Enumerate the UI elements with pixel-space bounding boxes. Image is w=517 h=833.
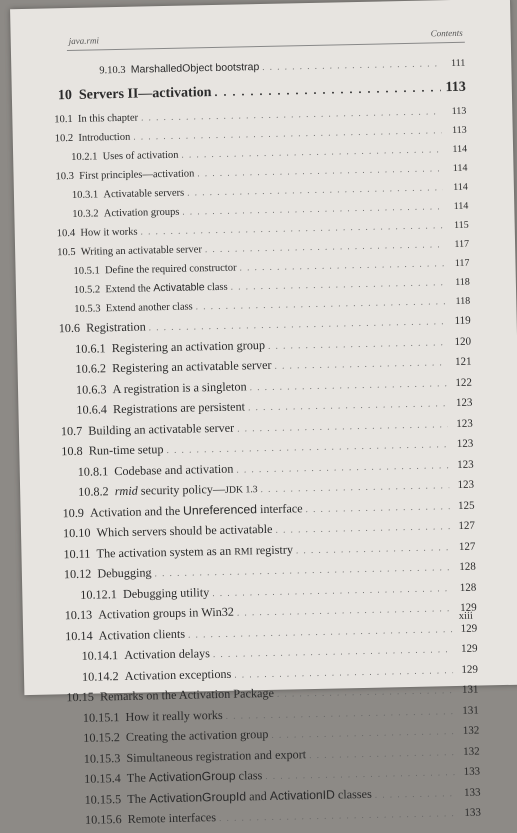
leader-dots [275, 517, 450, 540]
leader-dots [268, 333, 446, 356]
toc-entry-text: Define the required constructor [104, 262, 237, 277]
toc-entry-number: 10.6 [58, 320, 81, 336]
toc-entry-title [82, 664, 232, 687]
toc-entry-page: 119 [454, 314, 471, 327]
toc-entry-number: 10.10 [62, 525, 91, 541]
leader-dots [375, 784, 456, 805]
toc-entry-page: 132 [462, 724, 480, 737]
toc-entry-number: 10.4 [56, 227, 76, 240]
toc-entry-text: MarshalledObject bootstrap [130, 61, 260, 76]
toc-entry-title [72, 185, 185, 205]
toc-entry-text: A registration is a singleton [112, 378, 247, 396]
toc-entry-number: 10.15.5 [84, 791, 122, 807]
leader-dots [309, 743, 455, 766]
toc-entry-code: ActivationGroupId [149, 788, 247, 805]
leader-dots [249, 374, 447, 398]
toc-entry-number: 10.3 [55, 170, 75, 183]
toc-entry-number: 10.5.3 [74, 303, 101, 315]
toc-entry-title [83, 725, 269, 748]
toc-entry-text: Uses of activation [102, 149, 179, 163]
toc-entry-page: 132 [463, 745, 480, 758]
toc-entry-text: Which servers should be activatable [96, 521, 273, 540]
running-header [67, 28, 465, 51]
toc-entry-title [83, 705, 223, 727]
toc-entry-title [72, 204, 179, 224]
toc-entry-text: Remarks on the Activation Package [99, 685, 275, 704]
toc-entry-text: Creating the activation group [125, 726, 269, 744]
toc-entry-page: 123 [455, 396, 473, 409]
toc-entry-text-after: interface [256, 500, 303, 516]
toc-entry-text: How it really works [125, 707, 223, 724]
toc-entry-number: 10.12.1 [80, 586, 118, 602]
toc-entry-number: 10.15.6 [84, 812, 122, 827]
leader-dots [296, 538, 451, 561]
toc-entry-page: 111 [450, 57, 466, 70]
toc-entry-title [58, 81, 212, 108]
toc-entry-text: The [126, 770, 149, 785]
toc-entry-page: 133 [464, 806, 482, 819]
leader-dots [219, 804, 456, 828]
toc-entry-text: Remote interfaces [127, 810, 217, 826]
toc-entry-text: Servers II—activation [78, 85, 212, 103]
toc-entry-number: 10.8.1 [77, 463, 109, 479]
toc-entry-title [65, 603, 235, 626]
toc-entry-page: 117 [454, 238, 470, 250]
toc-entry-page: 121 [454, 355, 472, 368]
toc-entry-number: 10.15.3 [83, 750, 121, 766]
toc-entry-title [54, 110, 138, 130]
toc-entry-text: Activatable servers [103, 187, 185, 201]
toc-entry-text: Writing an activatable server [80, 244, 203, 258]
toc-entry-text-after: and [245, 788, 270, 803]
toc-entry-title [57, 224, 138, 244]
toc-entry-code: ActivationID [269, 787, 335, 803]
toc-entry-page: 129 [460, 601, 477, 614]
toc-entry-text: Activation and the [89, 503, 184, 520]
toc-entry-text: Simultaneous registration and export [126, 746, 307, 765]
toc-entry-number: 10.6.4 [76, 402, 108, 417]
toc-entry-title [75, 335, 265, 358]
toc-entry-text: Activation groups in Win32 [98, 604, 235, 622]
toc-entry-title [75, 356, 271, 380]
book-page [10, 0, 517, 827]
toc-entry-title [71, 147, 179, 167]
toc-entry-title [84, 766, 262, 789]
toc-entry-number: 10.12 [63, 566, 92, 582]
toc-entry-code: Activatable [153, 281, 205, 295]
toc-entry-title [85, 808, 216, 830]
toc-entry-page: 113 [451, 105, 467, 118]
toc-entry-text: Registering an activatable server [112, 357, 272, 376]
toc-entry-title [55, 165, 194, 186]
toc-entry-smallcaps: RMI [234, 545, 253, 558]
toc-entry-page: 129 [461, 663, 479, 676]
toc-entry-number: 10.5.1 [73, 265, 100, 277]
toc-entry-title [65, 624, 185, 646]
page-number: xiii [458, 610, 473, 622]
toc-entry-page: 133 [463, 765, 481, 778]
toc-entry-title [61, 418, 235, 441]
toc-entry-number: 10.8 [61, 443, 83, 459]
toc-entry-number: 10.14.1 [81, 648, 119, 663]
leader-dots [214, 75, 441, 104]
toc-entry-page: 114 [453, 181, 468, 193]
toc-entry-page: 113 [445, 79, 466, 96]
leader-dots [271, 722, 454, 745]
table-of-contents [51, 54, 481, 832]
toc-entry-text: security policy— [137, 481, 226, 498]
toc-entry-page: 115 [453, 219, 469, 231]
toc-entry-text: The [127, 790, 150, 806]
toc-entry-text: Debugging utility [122, 584, 210, 601]
toc-entry-page: 125 [457, 499, 475, 512]
toc-entry-text: Registering an activation group [111, 337, 266, 355]
toc-entry-text: Activation exceptions [124, 666, 232, 683]
toc-entry-page: 131 [462, 704, 479, 717]
toc-entry-text: Activation groups [103, 206, 180, 220]
toc-entry-number: 10.13 [64, 607, 93, 623]
toc-entry-text-after: registry [252, 541, 294, 557]
toc-entry-text-after: class [235, 768, 263, 783]
toc-entry-text-after: classes [334, 786, 372, 802]
toc-entry-text: Registration [86, 319, 146, 335]
leader-dots [277, 681, 454, 704]
toc-entry-text: The activation system as an [96, 543, 235, 561]
toc-entry-text: Codebase and activation [114, 461, 234, 478]
toc-entry-number: 10.14.2 [81, 668, 119, 684]
toc-entry-number: 10.6.1 [75, 340, 106, 356]
toc-entry-number: 10.3.1 [71, 189, 99, 201]
toc-entry-page: 129 [460, 642, 478, 655]
leader-dots [274, 353, 446, 376]
toc-entry-page: 133 [463, 786, 481, 799]
toc-entry-text: Activation clients [98, 626, 186, 643]
toc-entry-title [78, 459, 234, 482]
toc-entry-text: Debugging [97, 565, 152, 581]
toc-entry-page: 123 [457, 458, 474, 471]
toc-entry-title [59, 317, 146, 338]
toc-entry-text: Registrations are persistent [112, 399, 246, 417]
toc-entry-text: In this chapter [77, 112, 139, 125]
toc-entry-title [57, 241, 202, 262]
toc-entry-number: 10.15.4 [84, 771, 121, 786]
toc-entry-title [64, 563, 152, 584]
toc-entry-text: Extend another class [105, 301, 193, 315]
toc-entry-number: 10.5.2 [73, 284, 101, 296]
toc-entry-page: 114 [452, 162, 468, 174]
toc-entry-title [55, 129, 131, 149]
leader-dots [260, 476, 449, 499]
toc-entry-text: Activation delays [124, 646, 211, 662]
toc-entry-title [61, 440, 164, 462]
toc-entry-title [76, 397, 245, 420]
toc-entry-code: ActivationGroup [148, 768, 236, 785]
toc-entry-page: 129 [460, 622, 478, 635]
toc-entry-number: 10.5 [57, 246, 76, 259]
toc-entry-number: 10 [57, 87, 73, 104]
toc-entry-page: 113 [451, 124, 467, 137]
toc-entry-number: 10.15 [66, 689, 95, 705]
toc-entry-number: 10.2 [54, 132, 74, 145]
toc-entry-number: 10.9 [62, 505, 85, 520]
toc-entry-page: 128 [459, 560, 476, 573]
leader-dots [262, 54, 440, 76]
toc-entry-italic: rmid [114, 483, 138, 499]
toc-entry-number: 10.6.2 [75, 361, 107, 376]
header-left: java.rmi [68, 35, 100, 47]
leader-dots [305, 497, 449, 520]
toc-entry-text: Extend the [105, 283, 154, 296]
toc-entry-page: 114 [452, 143, 468, 156]
toc-entry-number: 10.3.2 [72, 208, 99, 220]
toc-entry-title [74, 298, 193, 318]
toc-entry-text: First principles—activation [79, 168, 195, 182]
toc-entry-title [99, 58, 259, 80]
toc-entry-number: 10.15.1 [82, 709, 120, 725]
toc-entry-page: 127 [458, 519, 476, 532]
toc-entry-page: 114 [453, 200, 469, 212]
toc-entry-text: Introduction [78, 131, 131, 144]
toc-entry-title [80, 583, 209, 605]
toc-entry-number: 10.2.1 [71, 151, 98, 163]
toc-entry-page: 117 [454, 257, 470, 269]
header-right: Contents [430, 27, 463, 39]
toc-entry-page: 118 [455, 276, 470, 288]
toc-entry-page: 131 [461, 683, 479, 696]
toc-entry-text: Building an activatable server [88, 420, 235, 438]
toc-entry-page: 120 [454, 335, 472, 348]
toc-entry-page: 123 [457, 478, 475, 491]
toc-entry-text: How it works [80, 226, 138, 239]
toc-entry-number: 10.15.2 [83, 730, 121, 745]
toc-entry-title [81, 644, 210, 666]
toc-entry-number: 10.14 [65, 628, 93, 643]
toc-entry-page: 123 [456, 437, 474, 450]
toc-entry-number: 10.6.3 [75, 381, 107, 397]
toc-entry-number: 10.7 [60, 423, 83, 438]
toc-entry-page: 128 [459, 581, 477, 594]
toc-entry-number: 10.8.2 [78, 484, 109, 499]
toc-entry-code: Unreferenced [182, 501, 258, 518]
toc-entry-number: 10.11 [63, 546, 91, 561]
toc-entry-smallcaps: JDK 1.3 [224, 484, 258, 496]
toc-entry-page: 123 [456, 417, 473, 430]
toc-entry-number: 9.10.3 [99, 64, 126, 77]
toc-entry-text-after: class [204, 281, 228, 294]
toc-entry-text: Run-time setup [88, 442, 164, 458]
toc-entry-page: 122 [455, 376, 473, 389]
toc-entry-title [76, 377, 247, 400]
toc-entry-page: 127 [458, 540, 476, 553]
leader-dots [265, 763, 455, 786]
toc-entry-page: 118 [455, 295, 471, 307]
toc-entry-number: 10.1 [54, 113, 73, 126]
